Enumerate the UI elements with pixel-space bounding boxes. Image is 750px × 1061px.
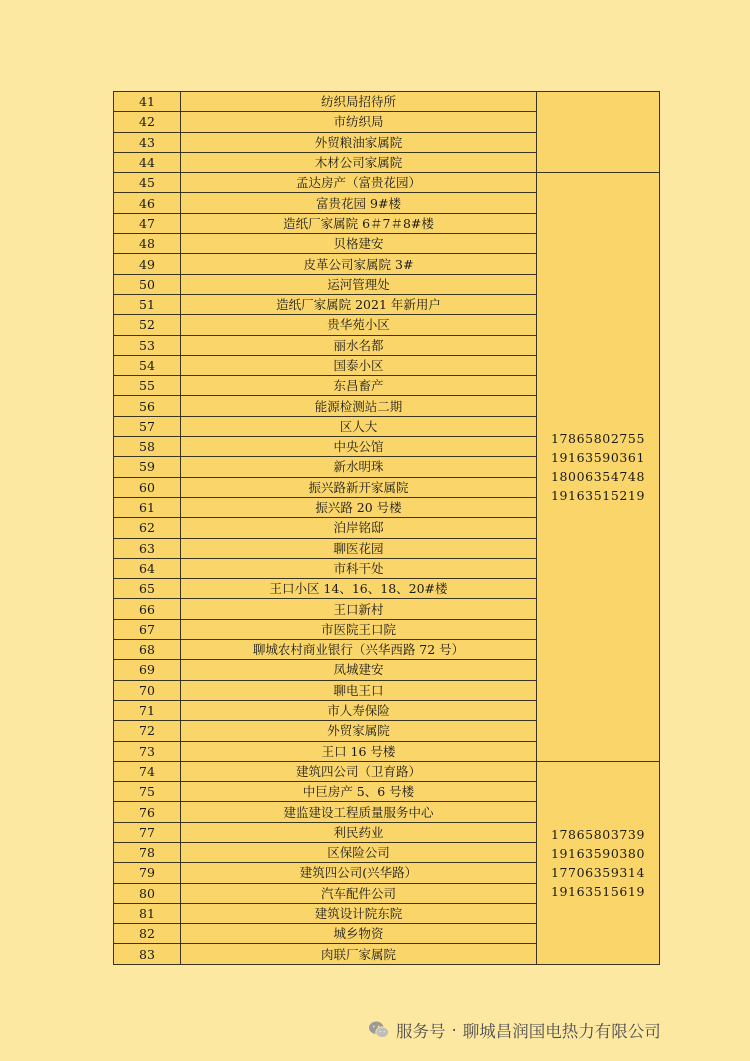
row-number: 71 (114, 700, 181, 720)
row-name: 区人大 (181, 416, 537, 436)
row-name: 凤城建安 (181, 660, 537, 680)
row-number: 55 (114, 376, 181, 396)
row-number: 47 (114, 213, 181, 233)
row-number: 81 (114, 903, 181, 923)
row-name: 区保险公司 (181, 842, 537, 862)
row-number: 54 (114, 355, 181, 375)
row-number: 57 (114, 416, 181, 436)
row-name: 泊岸铭邸 (181, 518, 537, 538)
contact-phone: 17706359314 (550, 864, 646, 880)
row-name: 木材公司家属院 (181, 152, 537, 172)
row-number: 42 (114, 112, 181, 132)
row-name: 孟达房产（富贵花园） (181, 173, 537, 193)
row-name: 富贵花园 9#楼 (181, 193, 537, 213)
row-number: 64 (114, 558, 181, 578)
footer-label: 服务号 (396, 1022, 446, 1041)
contact-phone: 18006354748 (550, 468, 646, 484)
row-number: 73 (114, 741, 181, 761)
row-number: 83 (114, 944, 181, 964)
row-number: 66 (114, 599, 181, 619)
row-name: 建筑四公司（卫育路） (181, 761, 537, 781)
row-number: 62 (114, 518, 181, 538)
contact-phone: 17865803739 (550, 826, 646, 842)
row-name: 纺织局招待所 (181, 92, 537, 112)
contact-phone: 19163590380 (550, 845, 646, 861)
table-row (114, 92, 660, 112)
row-name: 市医院王口院 (181, 619, 537, 639)
row-name: 振兴路新开家属院 (181, 477, 537, 497)
row-name: 丽水名都 (181, 335, 537, 355)
row-name: 王口 16 号楼 (181, 741, 537, 761)
row-name: 王口小区 14、16、18、20#楼 (181, 579, 537, 599)
contact-phone: 19163515219 (550, 487, 646, 503)
row-name: 利民药业 (181, 822, 537, 842)
row-name: 振兴路 20 号楼 (181, 497, 537, 517)
row-number: 52 (114, 315, 181, 335)
table-row (114, 761, 660, 781)
row-number: 74 (114, 761, 181, 781)
row-number: 58 (114, 437, 181, 457)
row-name: 汽车配件公司 (181, 883, 537, 903)
row-number: 44 (114, 152, 181, 172)
contact-phone: 19163590361 (550, 449, 646, 465)
table-row (114, 173, 660, 193)
row-name: 王口新村 (181, 599, 537, 619)
row-name: 市人寿保险 (181, 700, 537, 720)
contact-phones-cell (537, 92, 660, 173)
row-number: 59 (114, 457, 181, 477)
row-number: 56 (114, 396, 181, 416)
row-name: 建筑四公司(兴华路） (181, 863, 537, 883)
contact-phone: 19163515619 (550, 883, 646, 899)
row-name: 新水明珠 (181, 457, 537, 477)
row-name: 肉联厂家属院 (181, 944, 537, 964)
row-name: 建筑设计院东院 (181, 903, 537, 923)
contact-phones-cell (537, 761, 660, 964)
row-name: 中巨房产 5、6 号楼 (181, 782, 537, 802)
row-number: 77 (114, 822, 181, 842)
row-number: 76 (114, 802, 181, 822)
row-name: 外贸家属院 (181, 721, 537, 741)
row-name: 贝格建安 (181, 234, 537, 254)
row-number: 41 (114, 92, 181, 112)
row-number: 50 (114, 274, 181, 294)
row-name: 市科干处 (181, 558, 537, 578)
row-number: 72 (114, 721, 181, 741)
row-name: 市纺织局 (181, 112, 537, 132)
row-name: 外贸粮油家属院 (181, 132, 537, 152)
row-name: 中央公馆 (181, 437, 537, 457)
row-name: 贵华苑小区 (181, 315, 537, 335)
row-number: 67 (114, 619, 181, 639)
footer-account-name[interactable]: 聊城昌润国电热力有限公司 (462, 1022, 661, 1041)
row-number: 80 (114, 883, 181, 903)
row-number: 48 (114, 234, 181, 254)
row-name: 造纸厂家属院 2021 年新用户 (181, 294, 537, 314)
row-name: 聊医花园 (181, 538, 537, 558)
wechat-account-footer (368, 1017, 661, 1043)
row-number: 65 (114, 579, 181, 599)
service-area-table (113, 91, 660, 965)
row-name: 能源检测站二期 (181, 396, 537, 416)
row-name: 聊电王口 (181, 680, 537, 700)
contact-phone: 17865802755 (550, 430, 646, 446)
row-number: 70 (114, 680, 181, 700)
row-number: 78 (114, 842, 181, 862)
row-name: 造纸厂家属院 6＃7＃8#楼 (181, 213, 537, 233)
row-number: 69 (114, 660, 181, 680)
row-number: 63 (114, 538, 181, 558)
row-name: 东昌畜产 (181, 376, 537, 396)
row-name: 皮革公司家属院 3# (181, 254, 537, 274)
row-number: 46 (114, 193, 181, 213)
row-number: 79 (114, 863, 181, 883)
row-number: 82 (114, 924, 181, 944)
row-name: 运河管理处 (181, 274, 537, 294)
row-number: 49 (114, 254, 181, 274)
row-name: 城乡物资 (181, 924, 537, 944)
table-body (114, 92, 660, 965)
row-number: 51 (114, 294, 181, 314)
footer-separator: · (451, 1020, 457, 1040)
row-number: 68 (114, 640, 181, 660)
row-number: 60 (114, 477, 181, 497)
wechat-icon (368, 1020, 390, 1040)
row-number: 45 (114, 173, 181, 193)
row-name: 聊城农村商业银行（兴华西路 72 号） (181, 640, 537, 660)
row-name: 国泰小区 (181, 355, 537, 375)
row-number: 43 (114, 132, 181, 152)
row-number: 75 (114, 782, 181, 802)
contact-phones-cell (537, 173, 660, 762)
row-number: 61 (114, 497, 181, 517)
row-number: 53 (114, 335, 181, 355)
row-name: 建监建设工程质量服务中心 (181, 802, 537, 822)
